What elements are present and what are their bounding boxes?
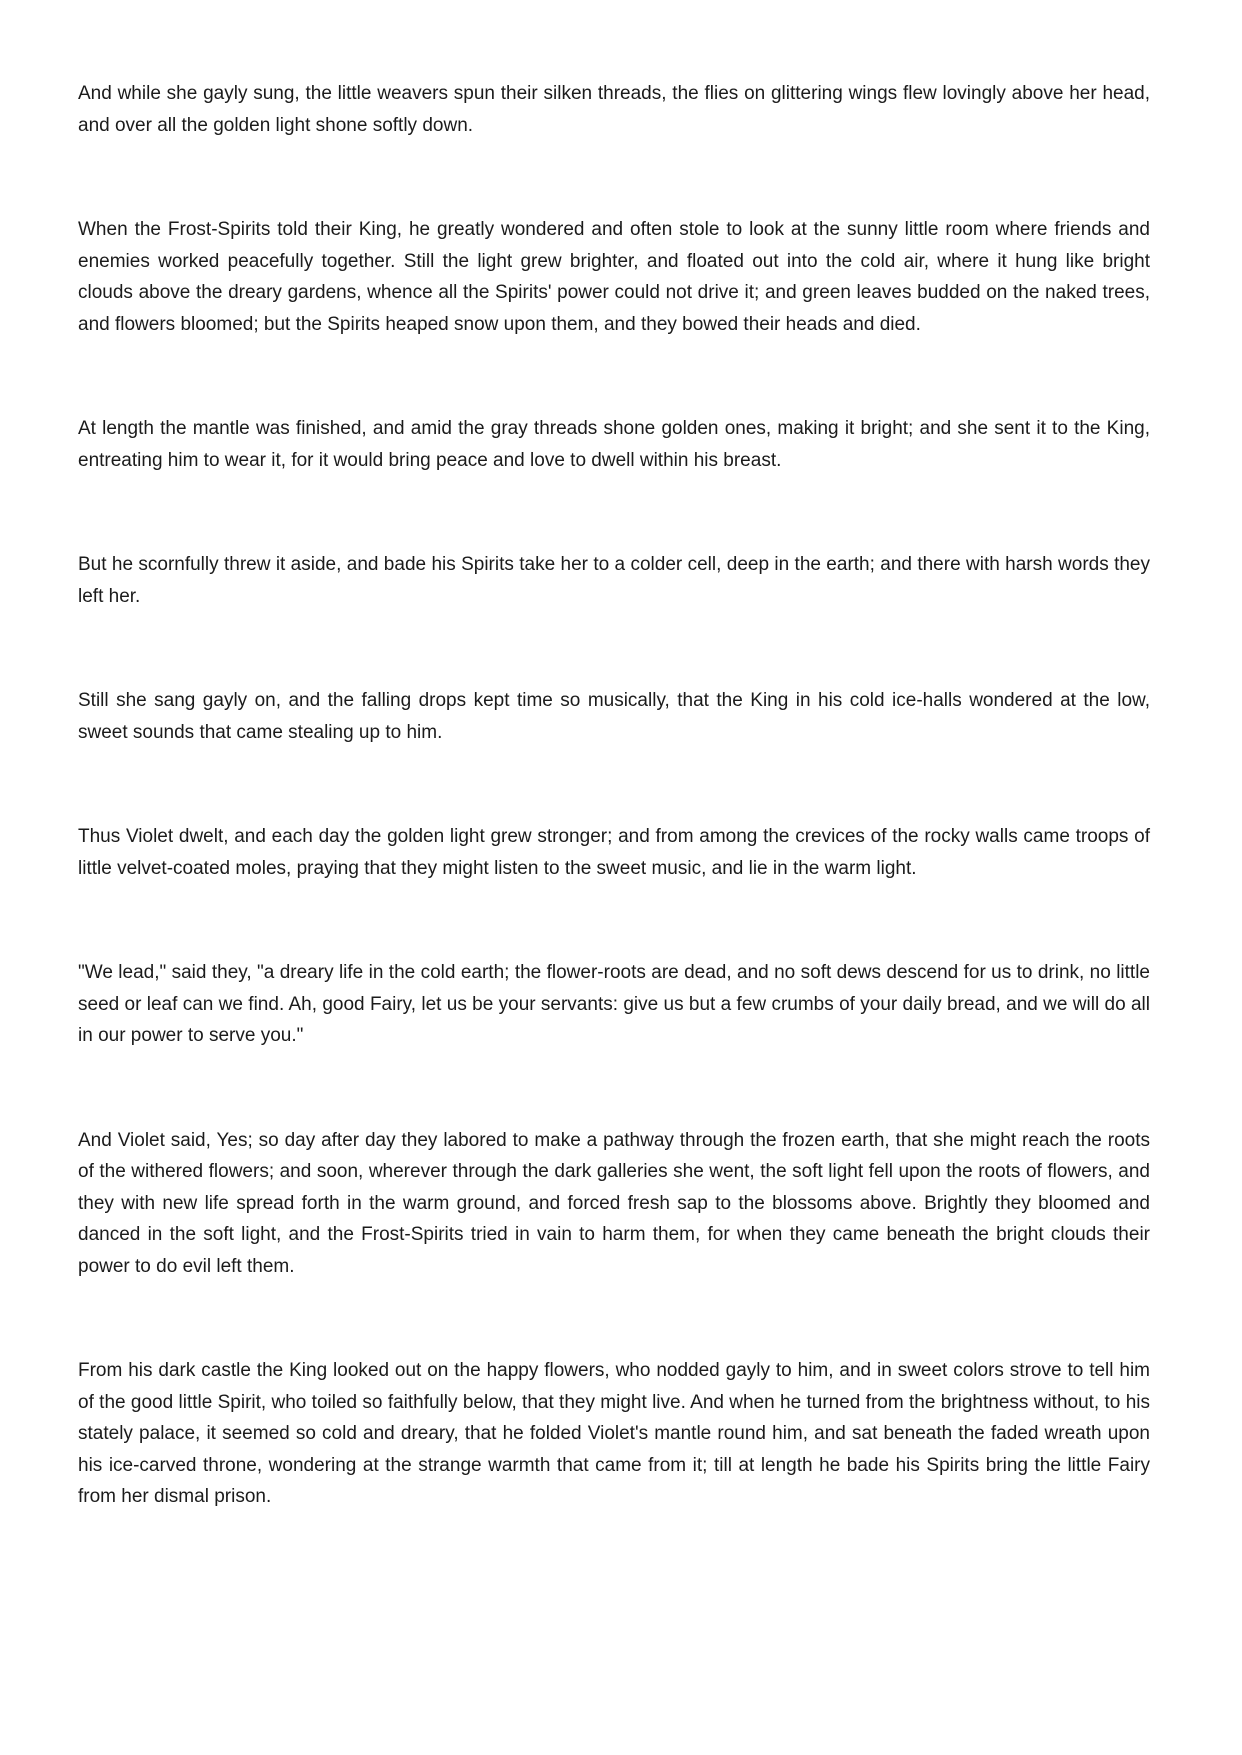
story-paragraph: Still she sang gayly on, and the falling drops kept time so musically, that the King in his cold ice-halls wondered at the low, sweet sounds that came stealing up to him. — [78, 690, 1150, 743]
story-paragraph: "We lead," said they, "a dreary life in the cold earth; the flower-roots are dead, and no soft dews descend for us to drink, no little seed or leaf can we find. Ah, good Fairy, let us be your servants: give us but a few crumbs of your daily bread, and we will do all in our power to serve you." — [78, 962, 1150, 1046]
story-paragraph: Thus Violet dwelt, and each day the golden light grew stronger; and from among the crevices of the rocky walls came troops of little velvet-coated moles, praying that they might listen to the sweet music, and lie in the warm light. — [78, 826, 1150, 879]
story-paragraph: At length the mantle was finished, and amid the gray threads shone golden ones, making it bright; and she sent it to the King, entreating him to wear it, for it would bring peace and love to dwell within his breast. — [78, 418, 1150, 471]
story-paragraph: From his dark castle the King looked out on the happy flowers, who nodded gayly to him, and in sweet colors strove to tell him of the good little Spirit, who toiled so faithfully below, that they might live. And when he turned from the brightness without, to his stately palace, it seemed so cold and dreary, that he folded Violet's mantle round him, and sat beneath the faded wreath upon his ice-carved throne, wondering at the strange warmth that came from it; till at length he bade his Spirits bring the little Fairy from her dismal prison. — [78, 1360, 1150, 1507]
story-paragraph: When the Frost-Spirits told their King, he greatly wondered and often stole to look at the sunny little room where friends and enemies worked peacefully together. Still the light grew brighter, and floated out into the cold air, where it hung like bright clouds above the dreary gardens, whence all the Spirits' power could not drive it; and green leaves budded on the naked trees, and flowers bloomed; but the Spirits heaped snow upon them, and they bowed their heads and died. — [78, 219, 1150, 335]
story-paragraph: And while she gayly sung, the little weavers spun their silken threads, the flies on glittering wings flew lovingly above her head, and over all the golden light shone softly down. — [78, 83, 1150, 136]
story-paragraph: And Violet said, Yes; so day after day they labored to make a pathway through the frozen earth, that she might reach the roots of the withered flowers; and soon, wherever through the dark galleries she went, the soft light fell upon the roots of flowers, and they with new life spread forth in the warm ground, and forced fresh sap to the blossoms above. Brightly they bloomed and danced in the soft light, and the Frost-Spirits tried in vain to harm them, for when they came beneath the bright clouds their power to do evil left them. — [78, 1129, 1150, 1277]
story-paragraph: But he scornfully threw it aside, and bade his Spirits take her to a colder cell, deep in the earth; and there with harsh words they left her. — [78, 554, 1150, 607]
